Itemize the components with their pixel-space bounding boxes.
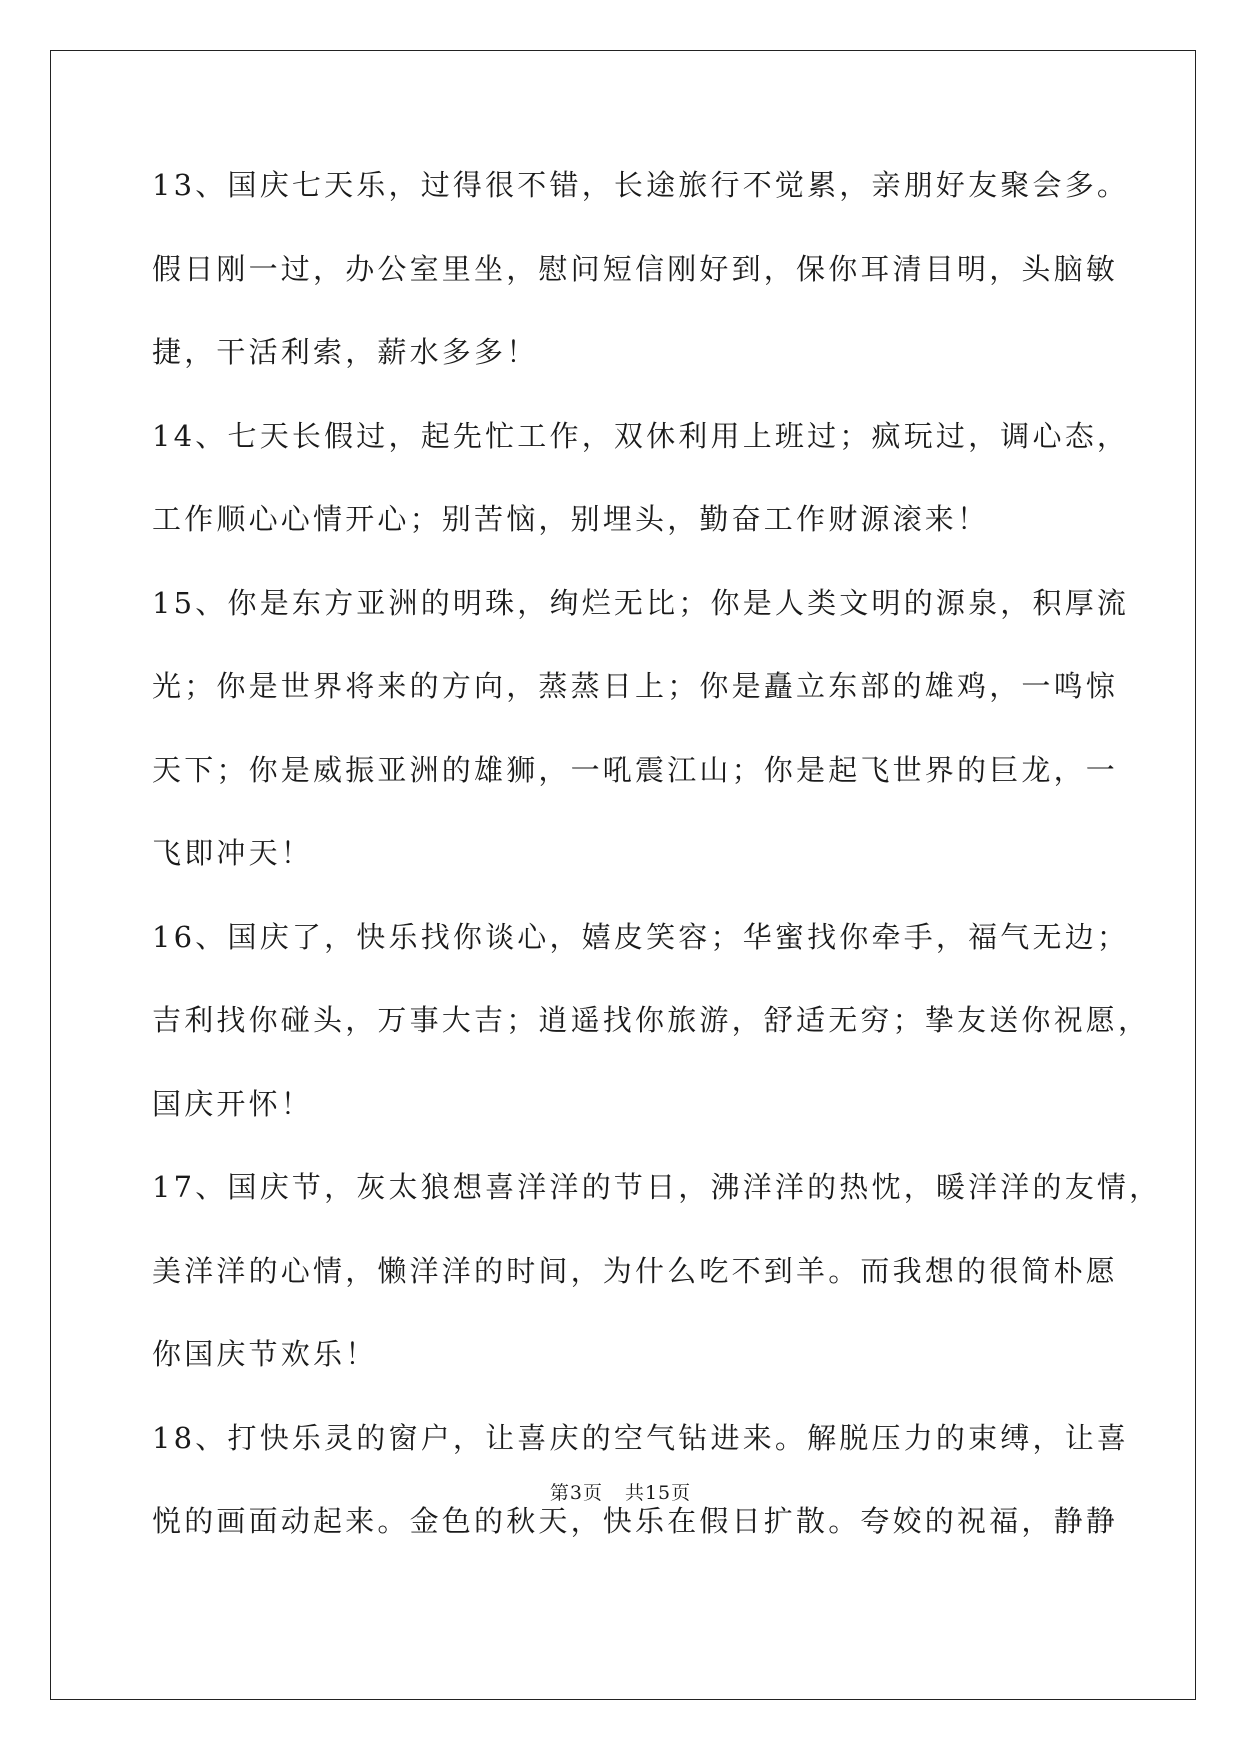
- text-line: 15、你是东方亚洲的明珠，绚烂无比；你是人类文明的源泉，积厚流: [152, 585, 1130, 620]
- text-line: 悦的画面动起来。金色的秋天，快乐在假日扩散。夸姣的祝福，静静: [152, 1504, 1119, 1538]
- page-number-current: 第3页: [549, 1482, 603, 1504]
- text-line: 18、打快乐灵的窗户，让喜庆的空气钻进来。解脱压力的束缚，让喜: [152, 1420, 1130, 1455]
- text-line: 飞即冲天！: [152, 836, 314, 870]
- text-line: 光；你是世界将来的方向，蒸蒸日上；你是矗立东部的雄鸡，一鸣惊: [152, 669, 1119, 703]
- page-footer: [0, 1478, 1241, 1505]
- text-line: 16、国庆了，快乐找你谈心，嬉皮笑容；华蜜找你牵手，福气无边；: [152, 919, 1130, 954]
- document-body: [152, 160, 1162, 1580]
- text-line: 工作顺心心情开心；别苦恼，别埋头，勤奋工作财源滚来！: [152, 502, 990, 536]
- text-line: 天下；你是威振亚洲的雄狮，一吼震江山；你是起飞世界的巨龙，一: [152, 752, 1119, 787]
- text-line: 你国庆节欢乐！: [152, 1337, 378, 1371]
- text-line: 14、七天长假过，起先忙工作，双休利用上班过；疯玩过，调心态，: [152, 418, 1130, 453]
- text-line: 吉利找你碰头，万事大吉；逍遥找你旅游，舒适无穷；挚友送你祝愿，: [152, 1003, 1151, 1037]
- text-line: 美洋洋的心情，懒洋洋的时间，为什么吃不到羊。而我想的很简朴愿: [152, 1253, 1119, 1288]
- text-line: 假日刚一过，办公室里坐，慰问短信刚好到，保你耳清目明，头脑敏: [152, 251, 1119, 286]
- text-line: 捷，干活利索，薪水多多！: [152, 335, 539, 369]
- text-line: 13、国庆七天乐，过得很不错，长途旅行不觉累，亲朋好友聚会多。: [152, 168, 1130, 202]
- text-line: 17、国庆节，灰太狼想喜洋洋的节日，沸洋洋的热忱，暖洋洋的友情，: [152, 1170, 1162, 1204]
- page-number-total: 共15页: [624, 1482, 692, 1504]
- text-line: 国庆开怀！: [152, 1086, 314, 1121]
